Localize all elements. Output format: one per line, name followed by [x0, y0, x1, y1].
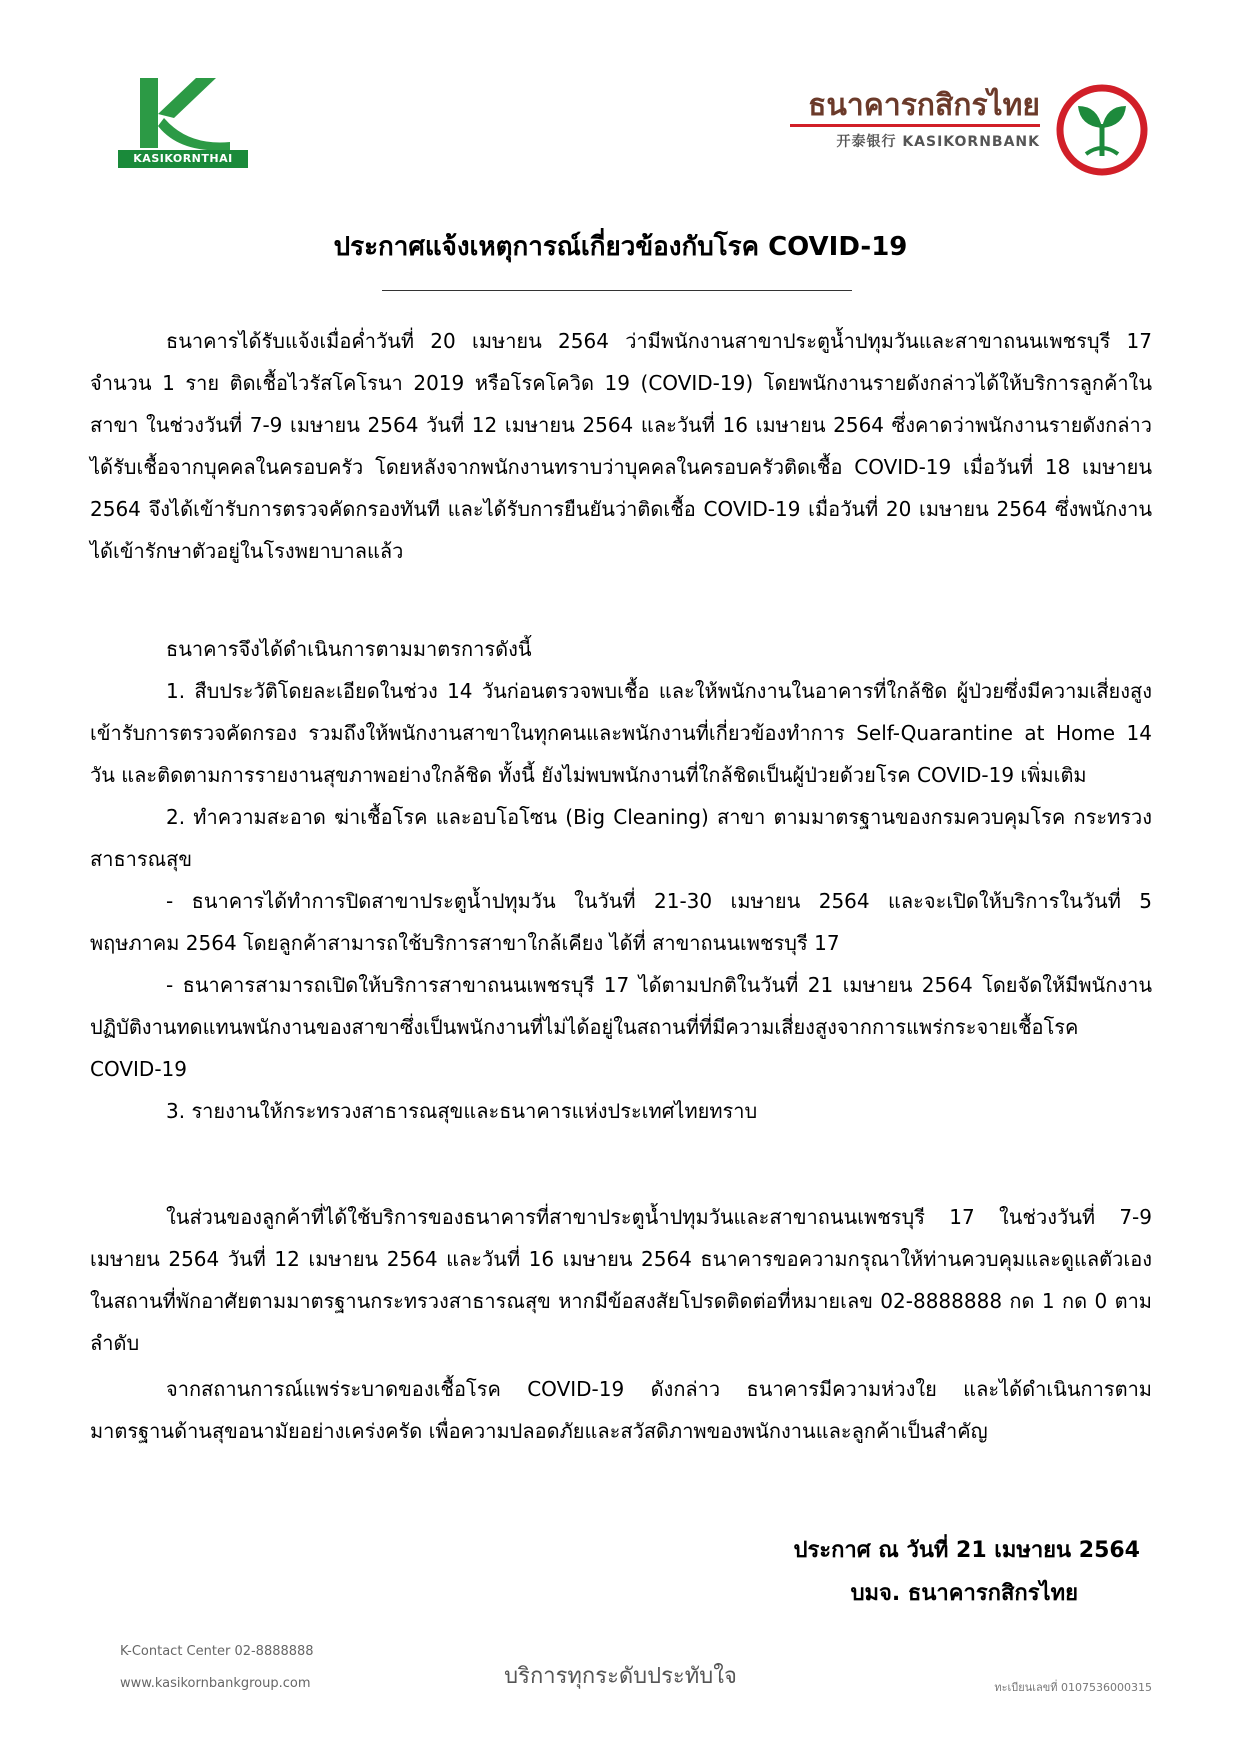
logo-caption: KASIKORNTHAI: [118, 150, 248, 168]
measures-intro: ธนาคารจึงได้ดำเนินการตามมาตรการดังนี้: [166, 637, 532, 661]
measures-section: [90, 628, 1152, 1132]
customer-advice-paragraph: ในส่วนของลูกค้าที่ได้ใช้บริการของธนาคารที่สาขาประตูน้ำปทุมวันและสาขาถนนเพชรบุรี 17 ในช่วงวันที่ 7-9 เมษายน 2564 วันที่ 12 เมษายน 2564 และวันที่ 16 เมษายน 2564 ธนาคารขอความกรุณาให้ท่านควบคุมและดูแลตัวเองในสถานที่พักอาศัยตามมาตรฐานกระทรวงสาธารณสุข หากมีข้อสงสัยโปรดติดต่อที่หมายเลข 02-8888888 กด 1 กด 0 ตามลำดับ: [90, 1205, 1152, 1355]
k-logo-icon: [118, 74, 248, 152]
kasikornthai-logo: [118, 74, 248, 170]
footer-slogan: บริการทุกระดับประทับใจ: [504, 1664, 737, 1689]
bank-name-thai: ธนาคารกสิกรไทย: [808, 88, 1040, 123]
bank-name-underline: [790, 124, 1040, 127]
page-title: ประกาศแจ้งเหตุการณ์เกี่ยวข้องกับโรค COVID-19: [333, 232, 908, 262]
measure-item-3: 3. รายงานให้กระทรวงสาธารณสุขและธนาคารแห่งประเทศไทยทราบ: [166, 1099, 758, 1123]
title-divider: [382, 290, 852, 291]
footer-registration: ทะเบียนเลขที่ 0107536000315: [994, 1681, 1152, 1694]
measure-item-1: 1. สืบประวัติโดยละเอียดในช่วง 14 วันก่อนตรวจพบเชื้อ และให้พนักงานในอาคารที่ใกล้ชิด ผู้ป่วยซึ่งมีความเสี่ยงสูงเข้ารับการตรวจคัดกรอง รวมถึงให้พนักงานสาขาในทุกคนและพนักงานที่เกี่ยวข้องทำการ Self-Quarantine at Home 14 วัน และติดตามการรายงานสุขภาพอย่างใกล้ชิด ทั้งนี้ ยังไม่พบพนักงานที่ใกล้ชิดเป็นผู้ป่วยด้วยโรค COVID-19 เพิ่มเติม: [90, 679, 1152, 787]
closing-paragraph: จากสถานการณ์แพร่ระบาดของเชื้อโรค COVID-19 ดังกล่าว ธนาคารมีความห่วงใย และได้ดำเนินการตามมาตรฐานด้านสุขอนามัยอย่างเคร่งครัด เพื่อความปลอดภัยและสวัสดิภาพของพนักงานและลูกค้าเป็นสำคัญ: [90, 1377, 1152, 1443]
company-signature: บมจ. ธนาคารกสิกรไทย: [850, 1581, 1078, 1606]
bank-name-english: 开泰银行 KASIKORNBANK: [836, 134, 1040, 150]
kasikornbank-emblem: [1056, 84, 1148, 176]
rice-plant-emblem-icon: [1056, 84, 1148, 176]
footer-website[interactable]: www.kasikornbankgroup.com: [120, 1676, 311, 1691]
measure-item-2b: - ธนาคารสามารถเปิดให้บริการสาขาถนนเพชรบุรี 17 ได้ตามปกติในวันที่ 21 เมษายน 2564 โดยจัดให้มีพนักงานปฏิบัติงานทดแทนพนักงานของสาขาซึ่งเป็นพนักงานที่ไม่ได้อยู่ในสถานที่ที่มีความเสี่ยงสูงจากการแพร่กระจายเชื้อโรค COVID-19: [90, 973, 1152, 1081]
footer-contact: K-Contact Center 02-8888888: [120, 1644, 314, 1659]
incident-paragraph: ธนาคารได้รับแจ้งเมื่อค่ำวันที่ 20 เมษายน 2564 ว่ามีพนักงานสาขาประตูน้ำปทุมวันและสาขาถนนเพชรบุรี 17 จำนวน 1 ราย ติดเชื้อไวรัสโคโรนา 2019 หรือโรคโควิด 19 (COVID-19) โดยพนักงานรายดังกล่าวได้ให้บริการลูกค้าในสาขา ในช่วงวันที่ 7-9 เมษายน 2564 วันที่ 12 เมษายน 2564 และวันที่ 16 เมษายน 2564 ซึ่งคาดว่าพนักงานรายดังกล่าวได้รับเชื้อจากบุคคลในครอบครัว โดยหลังจากพนักงานทราบว่าบุคคลในครอบครัวติดเชื้อ COVID-19 เมื่อวันที่ 18 เมษายน 2564 จึงได้เข้ารับการตรวจคัดกรองทันที และได้รับการยืนยันว่าติดเชื้อ COVID-19 เมื่อวันที่ 20 เมษายน 2564 ซึ่งพนักงานได้เข้ารักษาตัวอยู่ในโรงพยาบาลแล้ว: [90, 329, 1152, 563]
measure-item-2: 2. ทำความสะอาด ฆ่าเชื้อโรค และอบโอโซน (Big Cleaning) สาขา ตามมาตรฐานของกรมควบคุมโรค กระทรวงสาธารณสุข: [90, 805, 1152, 871]
measure-item-2a: - ธนาคารได้ทำการปิดสาขาประตูน้ำปทุมวัน ในวันที่ 21-30 เมษายน 2564 และจะเปิดให้บริการในวันที่ 5 พฤษภาคม 2564 โดยลูกค้าสามารถใช้บริการสาขาใกล้เคียง ได้ที่ สาขาถนนเพชรบุรี 17: [90, 889, 1152, 955]
announcement-date: ประกาศ ณ วันที่ 21 เมษายน 2564: [793, 1538, 1140, 1563]
